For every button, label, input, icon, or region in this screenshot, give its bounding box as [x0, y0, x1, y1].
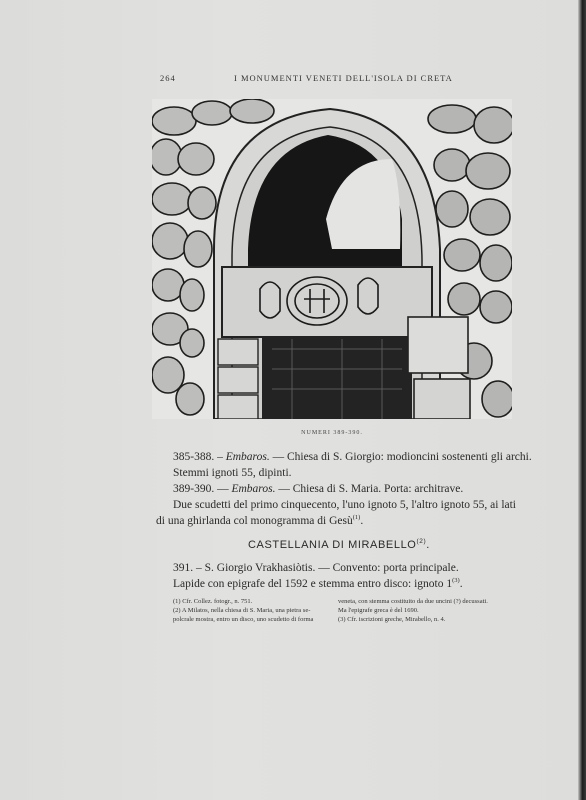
- entry-389-390-line3: di una ghirlanda col monogramma di Gesù$^{(1)}$.: [156, 514, 364, 527]
- footnote-ref-2: (2): [416, 538, 427, 545]
- footnote-ref-1: (1): [352, 514, 361, 521]
- footnote-line: (1) Cfr. Collez. fotogr., n. 751.: [173, 598, 253, 605]
- footnote-line: (2) A Milatos, nella chiesa di S. Maria, una pietra se-: [173, 607, 311, 614]
- running-title: I MONUMENTI VENETI DELL'ISOLA DI CRETA: [234, 73, 453, 83]
- entry-391-line1: 391. – S. Giorgio Vrakhasiòtis. — Convento: porta principale.: [173, 562, 459, 574]
- footnotes-left-column: [173, 597, 333, 624]
- entry-385-388-line1: 385-388. – Embaros. — Chiesa di S. Giorgio: modioncini sostenenti gli archi.: [173, 451, 532, 463]
- entry-389-390-line1: 389-390. — Embaros. — Chiesa di S. Maria. Porta: architrave.: [173, 483, 464, 495]
- page-number: 264: [160, 73, 176, 83]
- entry-391-line2: Lapide con epigrafe del 1592 e stemma entro disco: ignoto 1$^{(3)}$.: [173, 577, 463, 590]
- figure-doorway-illustration: [152, 99, 512, 419]
- entry-385-388-line2: Stemmi ignoti 55, dipinti.: [173, 467, 292, 479]
- place-name: Embaros.: [225, 451, 270, 463]
- place-name: Embaros.: [231, 483, 276, 495]
- figure-caption: NUMERI 389-390.: [301, 430, 363, 436]
- footnote-line: Ma l'epigrafe greca è del 1690.: [338, 607, 419, 614]
- footnote-line: (3) Cfr. iscrizioni greche, Mirabello, n. 4.: [338, 616, 446, 623]
- book-edge: [578, 0, 586, 800]
- footnote-line: polcrale mostra, entro un disco, uno scudetto di forma: [173, 616, 314, 623]
- doorway-drawing: [152, 99, 512, 419]
- footnotes-right-column: [338, 597, 514, 624]
- footnote-ref-3: (3): [452, 577, 460, 584]
- footnote-line: veneta, con stemma costituito da due uncini (?) decussati.: [338, 598, 488, 605]
- entry-389-390-line2: Due scudetti del primo cinquecento, l'uno ignoto 5, l'altro ignoto 55, ai lati: [173, 499, 517, 511]
- section-heading: CASTELLANIA DI MIRABELLO$^{(2)}$.: [248, 538, 430, 551]
